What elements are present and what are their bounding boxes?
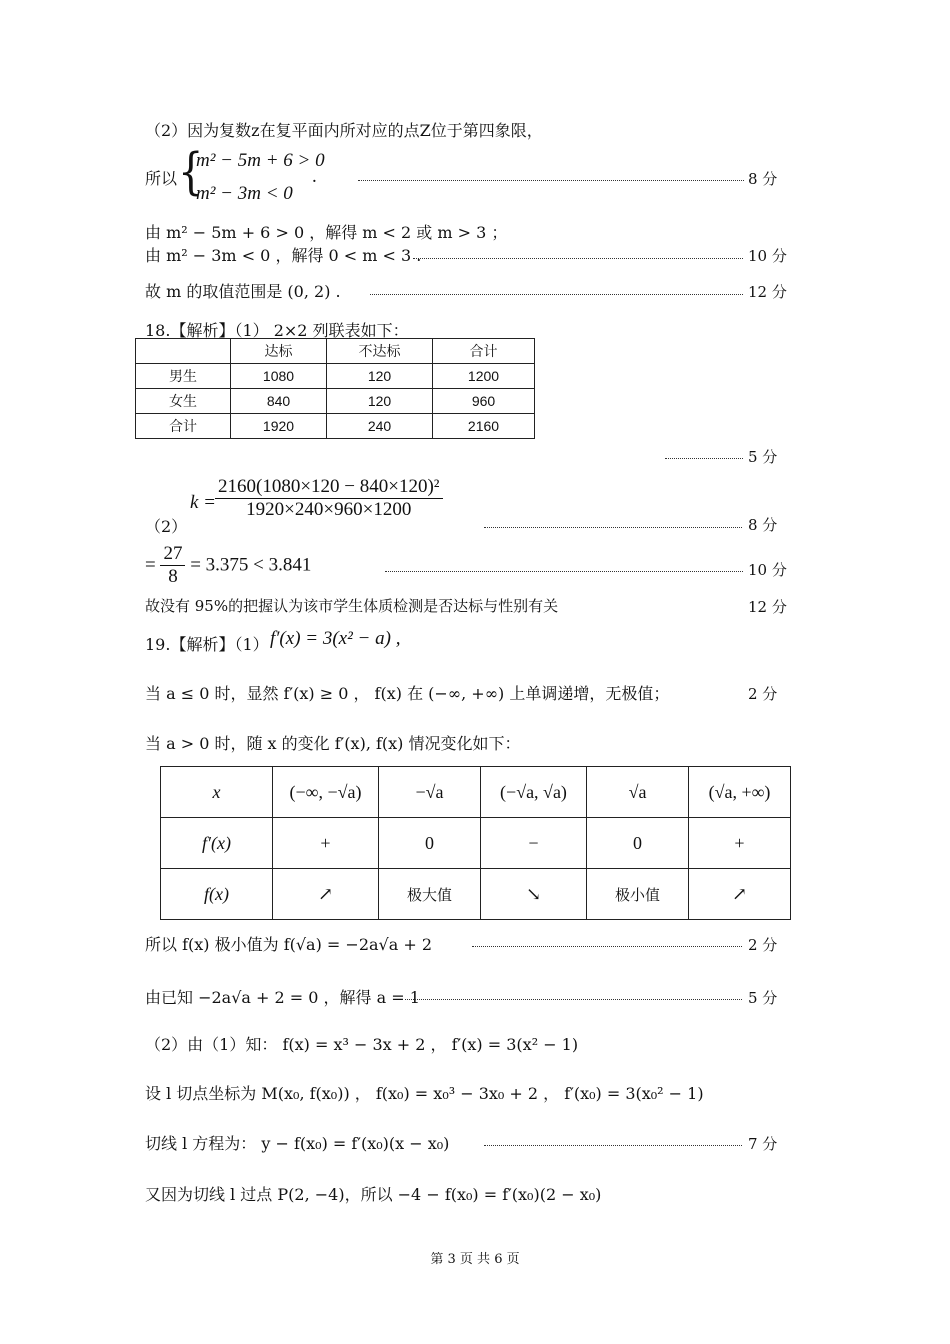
table-cell: 120 [327,389,433,414]
table-cell: 0 [379,818,481,869]
score-10b: 10 分 [748,561,787,579]
eq-denominator: 8 [168,566,178,587]
table-cell: + [689,818,791,869]
q19-derivative: f′(x) = 3(x² − a) , [270,628,401,649]
leader-dots [413,258,743,259]
q17-line-a: 由 m² − 5m + 6 > 0 ，解得 m < 2 或 m > 3 ； [145,223,508,242]
system-brace: { [178,143,204,201]
leader-dots [484,527,742,528]
table-cell: 2160 [433,414,535,439]
table-header [136,339,231,364]
table-cell: 1200 [433,364,535,389]
leader-dots [370,294,743,295]
table-cell: − [481,818,587,869]
q17-line-c: 故 m 的取值范围是 (0, 2) . [145,282,341,301]
variation-table [160,766,791,920]
q18-conclusion: 故没有 95%的把握认为该市学生体质检测是否达标与性别有关 [145,597,559,615]
table-cell: 极小值 [587,869,689,920]
increase-arrow-icon: ↗ [689,869,791,920]
k-denominator: 1920×240×960×1200 [246,499,412,520]
table-header: (√a, +∞) [689,767,791,818]
table-header: (−√a, √a) [481,767,587,818]
k-numerator: 2160(1080×120 − 840×120)² [215,476,443,499]
page-footer: 第 3 页 共 6 页 [430,1252,520,1267]
table-header: 达标 [231,339,327,364]
table-header: −√a [379,767,481,818]
leader-dots [472,946,742,947]
score-7: 7 分 [748,1135,778,1153]
q19-case1: 当 a ≤ 0 时，显然 f′(x) ≥ 0 ， f(x) 在 (−∞, +∞) 上单调递增，无极值； [145,684,670,703]
q18-part2-label: （2） [145,517,188,536]
k-fraction [215,476,443,521]
score-12: 12 分 [748,283,787,301]
table-header: 合计 [433,339,535,364]
q18-heading: 18.【解析】（1） 2×2 列联表如下： [145,321,409,340]
table-cell: 960 [433,389,535,414]
table-cell: 极大值 [379,869,481,920]
score-2a: 2 分 [748,685,778,703]
q19-part2: （2）由（1）知： f(x) = x³ − 3x + 2 ， f′(x) = 3(x² − 1) [145,1035,579,1054]
table-cell: + [273,818,379,869]
ineq-2: m² − 3m < 0 [196,183,293,204]
eq-rest: = 3.375 < 3.841 [190,554,312,576]
period: . [312,166,317,187]
score-8b: 8 分 [748,516,778,534]
q19-min-line: 所以 f(x) 极小值为 f(√a) = −2a√a + 2 [145,935,433,954]
table-cell: 0 [587,818,689,869]
table-header: √a [587,767,689,818]
k-lhs: k = [190,492,217,513]
leader-dots [665,458,743,459]
score-5: 5 分 [748,448,778,466]
q17-suoyi: 所以 [145,169,178,188]
score-2b: 2 分 [748,936,778,954]
decrease-arrow-icon: ↘ [481,869,587,920]
eq-line: = $\frac{27}{8}$ = 3.375 < 3.841 [145,543,312,587]
leader-dots [484,1145,742,1146]
q19-solve-line: 由已知 −2a√a + 2 = 0 ，解得 a = 1 [145,988,420,1007]
ineq-1: m² − 5m + 6 > 0 [196,150,325,171]
q19-tangent-point: 设 l 切点坐标为 M(x₀, f(x₀)) ， f(x₀) = x₀³ − 3x₀ + 2 ， f′(x₀) = 3(x₀² − 1) [145,1084,704,1103]
q17-line-b: 由 m² − 3m < 0 ，解得 0 < m < 3 . [145,246,422,265]
leader-dots [385,571,743,572]
score-12b: 12 分 [748,598,787,616]
table-cell: 840 [231,389,327,414]
table-cell: 120 [327,364,433,389]
contingency-table [135,338,535,439]
q19-through-point: 又因为切线 l 过点 P(2, −4)，所以 −4 − f(x₀) = f′(x₀)(2 − x₀) [145,1185,602,1204]
table-cell: f(x) [161,869,273,920]
table-cell: 1080 [231,364,327,389]
q17-part2-intro: （2）因为复数z在复平面内所对应的点Z位于第四象限， [145,121,543,140]
table-cell: 240 [327,414,433,439]
table-cell: f′(x) [161,818,273,869]
score-5b: 5 分 [748,989,778,1007]
leader-dots [405,999,742,1000]
q19-tangent-eq: 切线 l 方程为： y − f(x₀) = f′(x₀)(x − x₀) [145,1134,450,1153]
eq-numerator: 27 [160,543,185,566]
table-cell: 合计 [136,414,231,439]
table-cell: 男生 [136,364,231,389]
score-8: 8 分 [748,170,778,188]
table-header: 不达标 [327,339,433,364]
table-header: x [161,767,273,818]
table-cell: 1920 [231,414,327,439]
score-10: 10 分 [748,247,787,265]
table-cell: 女生 [136,389,231,414]
q19-case2: 当 a > 0 时，随 x 的变化 f′(x), f(x) 情况变化如下： [145,734,521,753]
table-header: (−∞, −√a) [273,767,379,818]
leader-dots [358,180,744,181]
increase-arrow-icon: ↗ [273,869,379,920]
q19-heading: 19.【解析】（1） [145,635,269,654]
